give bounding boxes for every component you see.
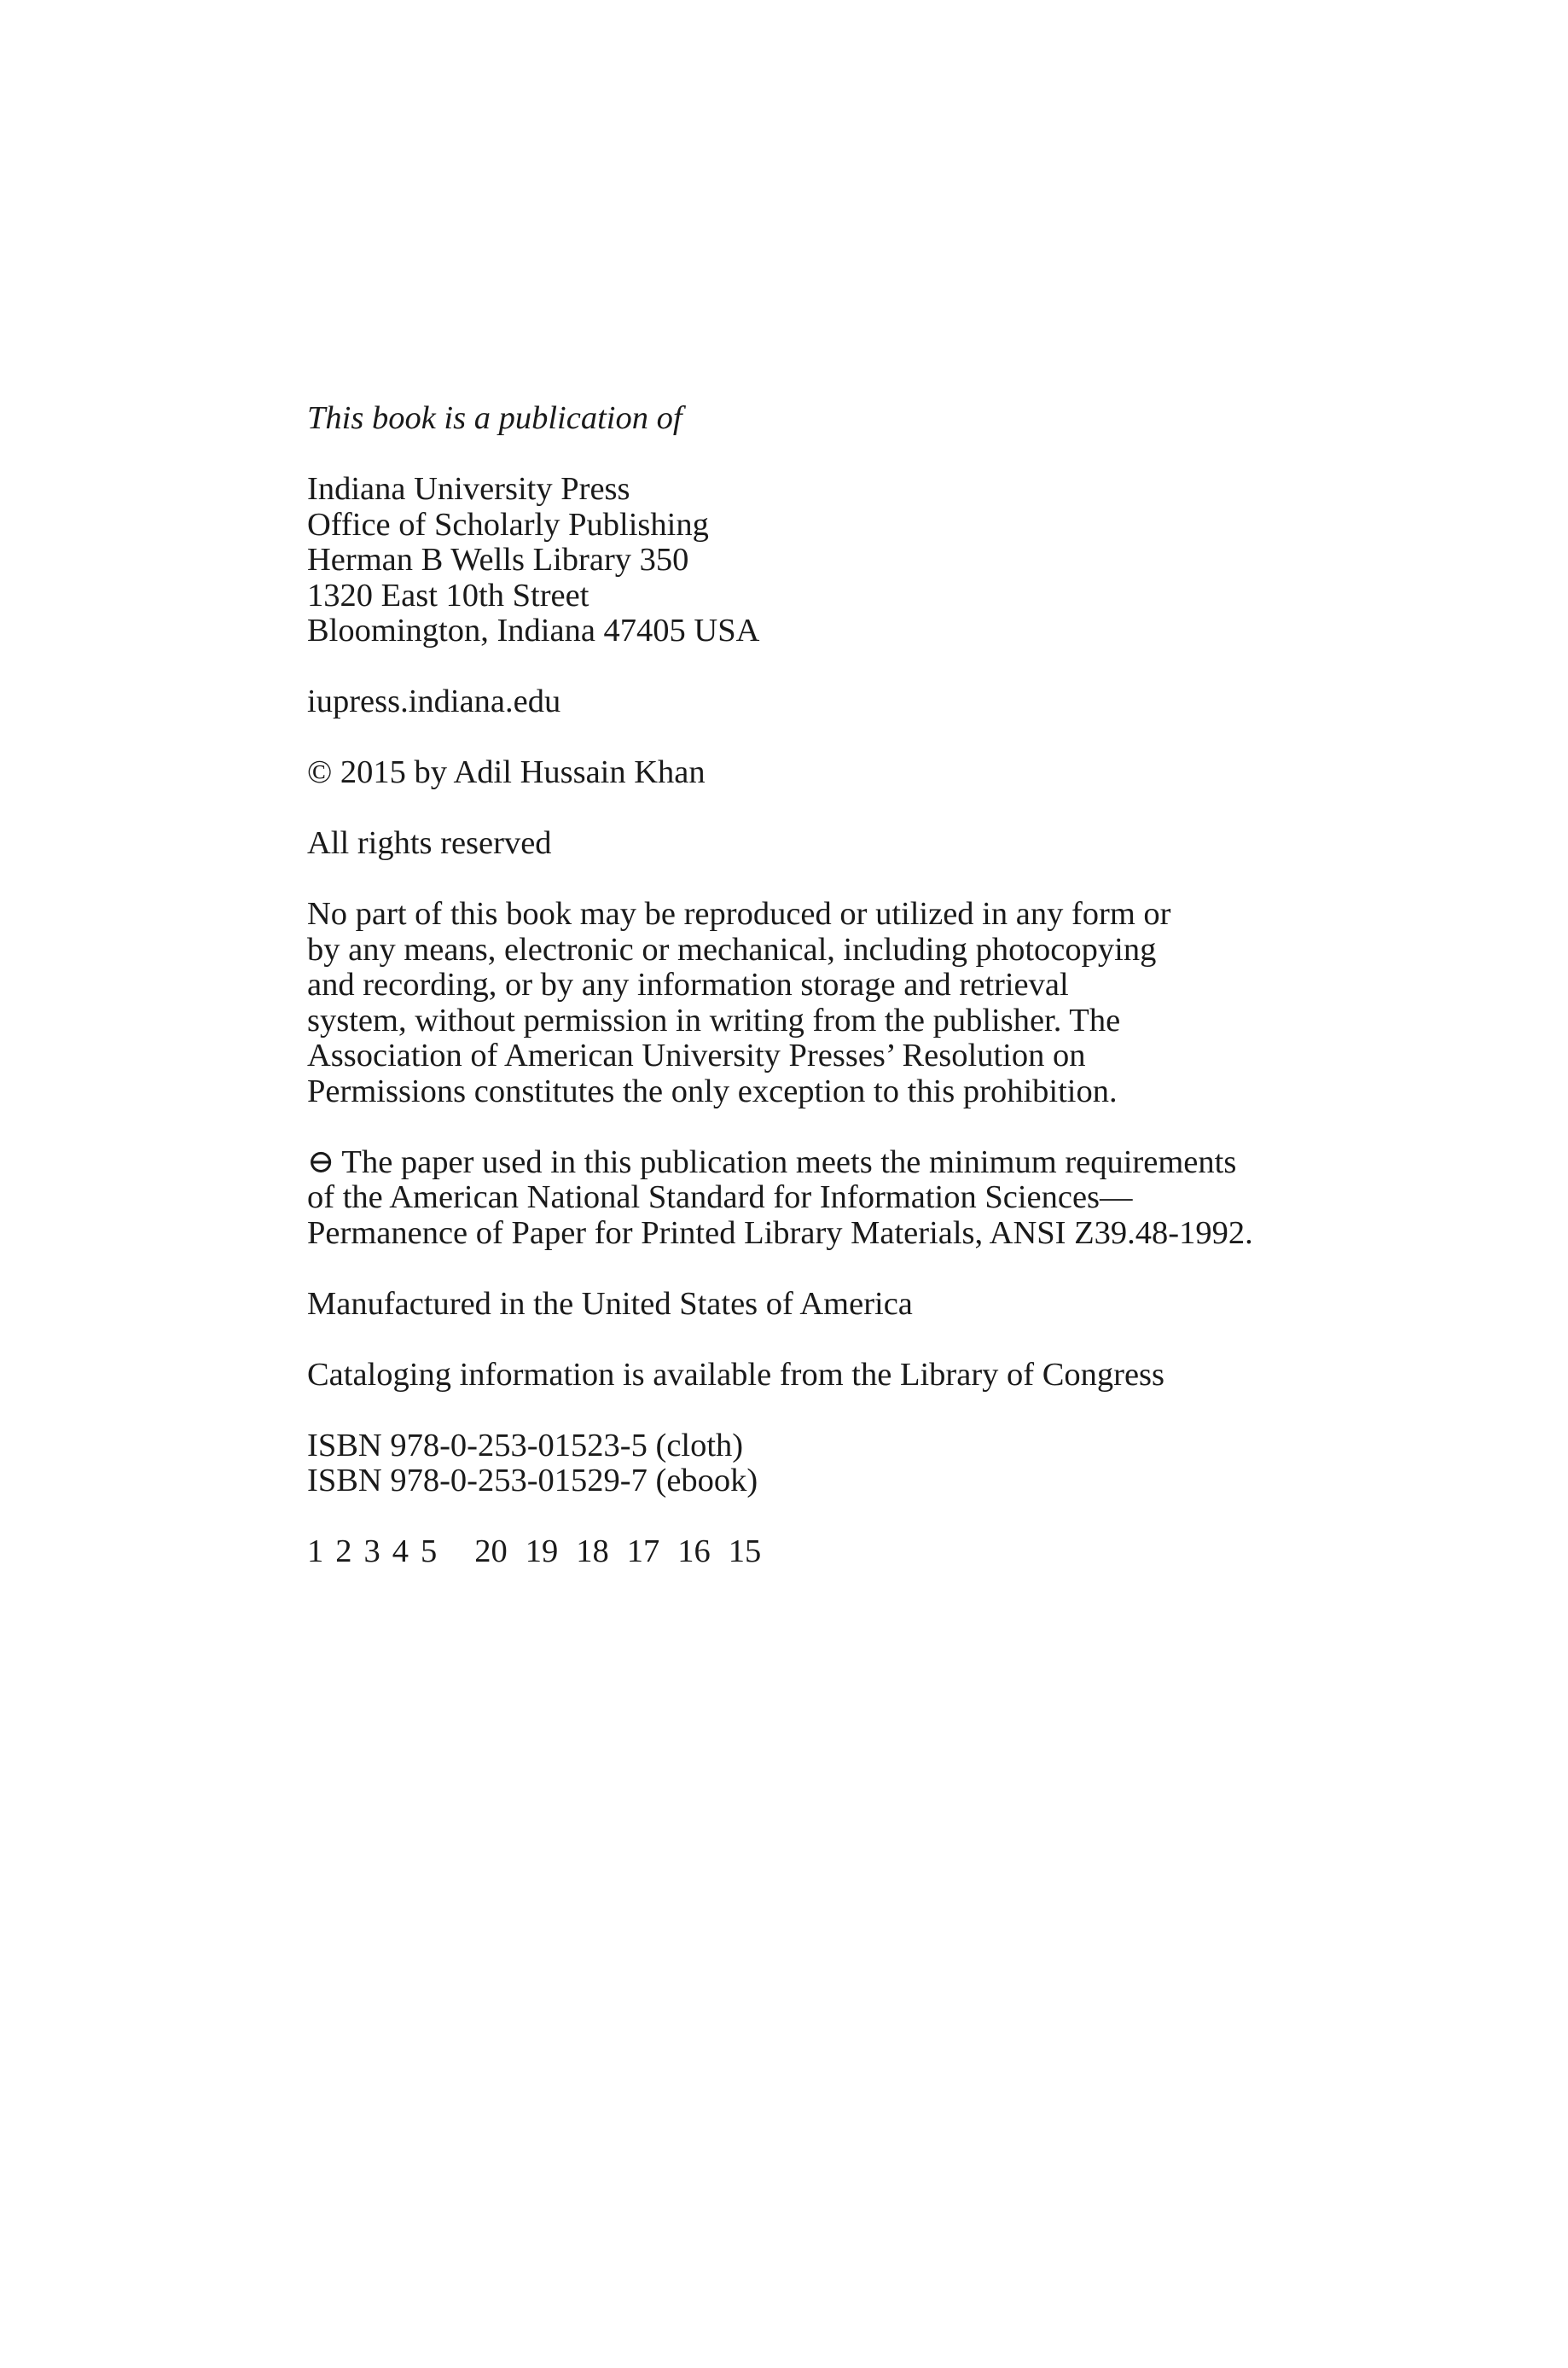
reproduction-notice [307,897,1288,1109]
publication-intro: This book is a publication of [307,400,682,436]
printing-line [307,1534,1288,1570]
impression-number: 5 [421,1533,438,1569]
year-number: 20 [474,1533,508,1569]
paper-notice-text: The paper used in this publication meets the minimum requirements [341,1143,1237,1180]
paper-notice [307,1145,1288,1252]
copyright-line: © 2015 by Adil Hussain Khan [307,754,706,790]
permanent-paper-icon: ⊖ [307,1143,335,1180]
reproduction-line: Association of American University Presses’ Resolution on [307,1038,1086,1073]
reproduction-line: Permissions constitutes the only exception to this prohibition. [307,1073,1118,1109]
printing-line-spacer [449,1534,474,1570]
publisher-website: iupress.indiana.edu [307,684,561,719]
publisher-name: Indiana University Press [307,471,630,507]
reproduction-line: No part of this book may be reproduced or utilized in any form or [307,896,1171,932]
year-number: 15 [728,1533,762,1569]
paper-notice-line: Permanence of Paper for Printed Library Materials, ANSI Z39.48-1992. [307,1214,1253,1251]
year-number: 19 [525,1533,559,1569]
impression-number: 1 [307,1533,324,1569]
paper-notice-line: of the American National Standard for Information Sciences— [307,1179,1133,1215]
cataloging-line: Cataloging information is available from the Library of Congress [307,1356,1165,1393]
publisher-city: Bloomington, Indiana 47405 USA [307,613,760,649]
reproduction-line: and recording, or by any information storage and retrieval [307,967,1069,1003]
impression-number: 4 [392,1533,409,1569]
copyright-page [307,401,1288,1570]
reproduction-line: system, without permission in writing from the publisher. The [307,1002,1121,1039]
publisher-office: Office of Scholarly Publishing [307,506,709,543]
year-number: 18 [576,1533,609,1569]
year-number: 16 [677,1533,711,1569]
impression-number: 3 [363,1533,380,1569]
reproduction-line: by any means, electronic or mechanical, including photocopying [307,931,1157,968]
rights-line: All rights reserved [307,825,552,861]
year-number: 17 [626,1533,660,1569]
paper-notice-line [307,1145,1288,1181]
isbn-block [307,1428,1288,1499]
impression-number: 2 [335,1533,352,1569]
isbn-ebook: ISBN 978-0-253-01529-7 (ebook) [307,1463,758,1498]
manufactured-line: Manufactured in the United States of America [307,1285,913,1322]
publisher-address [307,472,1288,649]
publisher-street: 1320 East 10th Street [307,577,589,614]
isbn-cloth: ISBN 978-0-253-01523-5 (cloth) [307,1427,744,1463]
publisher-building: Herman B Wells Library 350 [307,542,689,578]
